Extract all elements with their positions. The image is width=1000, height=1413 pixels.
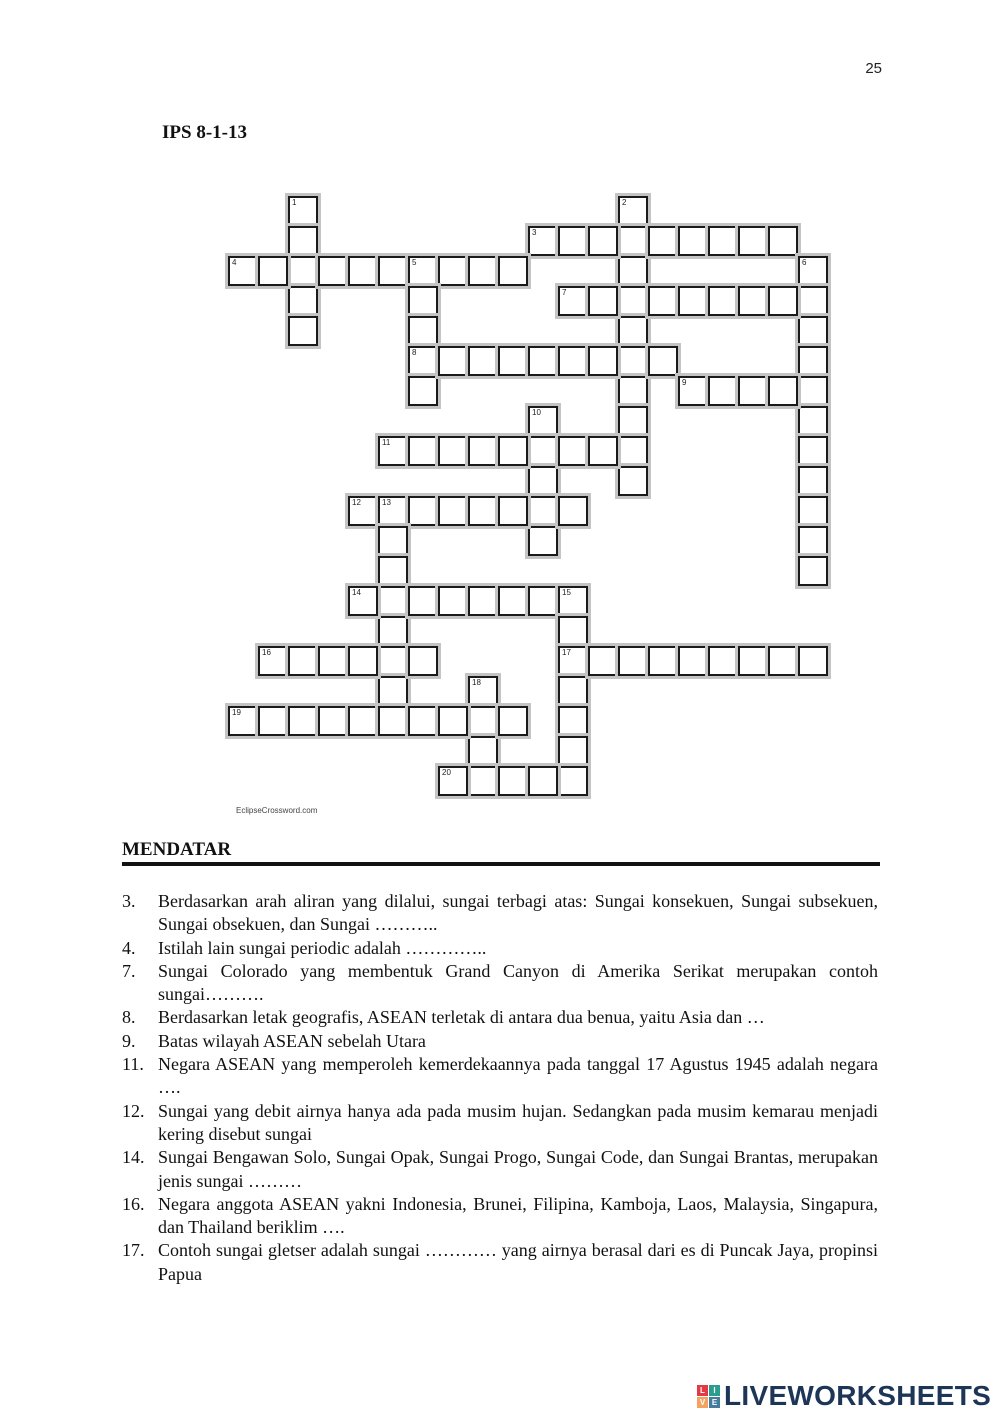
clue-list: [122, 890, 878, 1286]
crossword-cell-number: 10: [532, 408, 541, 417]
crossword-cell[interactable]: [348, 586, 378, 616]
crossword-cell[interactable]: [468, 256, 498, 286]
crossword-cell-number: 7: [562, 288, 567, 297]
crossword-cell[interactable]: [618, 376, 648, 406]
clue-text: Sungai yang debit airnya hanya ada pada musim hujan. Sedangkan pada musim kemarau menjadi kering disebut sungai: [158, 1100, 878, 1144]
clue-number: 3.: [122, 891, 136, 911]
crossword-cell-number: 8: [412, 348, 417, 357]
crossword-cell[interactable]: [288, 706, 318, 736]
crossword-cell[interactable]: [588, 646, 618, 676]
crossword-cell[interactable]: [288, 316, 318, 346]
clue-item: [122, 1053, 878, 1100]
crossword-cell[interactable]: [528, 526, 558, 556]
crossword-cell[interactable]: [558, 346, 588, 376]
crossword-cell[interactable]: [708, 286, 738, 316]
crossword-cell[interactable]: [798, 376, 828, 406]
crossword-credit: EclipseCrossword.com: [236, 806, 318, 815]
crossword-cell-number: 4: [232, 258, 237, 267]
clue-number: 16.: [122, 1193, 145, 1214]
crossword-cell[interactable]: [678, 646, 708, 676]
crossword-cell[interactable]: [378, 706, 408, 736]
crossword-cell[interactable]: [468, 496, 498, 526]
crossword-cell[interactable]: [738, 286, 768, 316]
crossword-cell[interactable]: [528, 436, 558, 466]
crossword-cell-number: 5: [412, 258, 417, 267]
crossword-cell[interactable]: [408, 346, 438, 376]
crossword-cell[interactable]: [528, 586, 558, 616]
clue-item: [122, 890, 878, 937]
clue-number: 7.: [122, 960, 136, 981]
crossword-cell-number: 15: [562, 588, 571, 597]
clue-number: 14.: [122, 1147, 145, 1168]
crossword-cell-number: 17: [562, 648, 571, 657]
clue-item: [122, 1100, 878, 1147]
clue-item: [122, 1146, 878, 1193]
crossword-cell[interactable]: [798, 406, 828, 436]
crossword-cell[interactable]: [438, 706, 468, 736]
crossword-cell[interactable]: [618, 406, 648, 436]
crossword-cell-number: 14: [352, 588, 361, 597]
crossword-cell-number: 9: [682, 378, 687, 387]
crossword-cell[interactable]: [558, 616, 588, 646]
liveworksheets-mark-icon: [697, 1385, 720, 1408]
crossword-cell[interactable]: [438, 256, 468, 286]
crossword-cell[interactable]: [378, 526, 408, 556]
brand-mark-letter: V: [697, 1397, 708, 1408]
crossword-cell[interactable]: [768, 286, 798, 316]
crossword-cell-number: 16: [262, 648, 271, 657]
crossword-cell[interactable]: [648, 286, 678, 316]
crossword-cell[interactable]: [438, 586, 468, 616]
crossword-cell[interactable]: [768, 376, 798, 406]
crossword-cell[interactable]: [438, 346, 468, 376]
crossword-cell[interactable]: [678, 376, 708, 406]
crossword-cell[interactable]: [378, 586, 408, 616]
crossword-cell[interactable]: [498, 766, 528, 796]
clue-text: Negara ASEAN yang memperoleh kemerdekaannya pada tanggal 17 Agustus 1945 adalah negara ….: [158, 1054, 878, 1098]
crossword-cell[interactable]: [468, 736, 498, 766]
crossword-cell[interactable]: [708, 376, 738, 406]
crossword-cell[interactable]: [408, 706, 438, 736]
clue-number: 12.: [122, 1100, 145, 1121]
crossword-cell[interactable]: [408, 496, 438, 526]
crossword-cell[interactable]: [408, 316, 438, 346]
crossword-cell[interactable]: [798, 286, 828, 316]
crossword-cell[interactable]: [318, 646, 348, 676]
clue-text: Negara anggota ASEAN yakni Indonesia, Brunei, Filipina, Kamboja, Laos, Malaysia, Singapura, dan Thailand beriklim ….: [158, 1193, 878, 1238]
crossword-cell[interactable]: [558, 706, 588, 736]
crossword-cell-number: 19: [232, 708, 241, 717]
crossword-cell[interactable]: [798, 556, 828, 586]
liveworksheets-logo: [697, 1379, 991, 1413]
crossword-cell[interactable]: [618, 316, 648, 346]
crossword-cell-number: 13: [382, 498, 391, 507]
crossword-cell[interactable]: [798, 646, 828, 676]
crossword-cell[interactable]: [528, 346, 558, 376]
crossword-cell[interactable]: [618, 256, 648, 286]
crossword-cell[interactable]: [528, 406, 558, 436]
crossword-cell[interactable]: [498, 706, 528, 736]
clue-number: 17.: [122, 1240, 145, 1261]
crossword-cell[interactable]: [288, 196, 318, 226]
crossword-cell[interactable]: [288, 646, 318, 676]
crossword-cell[interactable]: [798, 466, 828, 496]
crossword-cell[interactable]: [288, 256, 318, 286]
clue-item: [122, 960, 878, 1007]
clue-text: Contoh sungai gletser adalah sungai ………… yang airnya berasal dari es di Puncak Jaya, propinsi Papua: [158, 1240, 878, 1284]
clue-item: [122, 1193, 878, 1240]
crossword-cell[interactable]: [528, 766, 558, 796]
crossword-cell[interactable]: [558, 586, 588, 616]
crossword-cell[interactable]: [438, 766, 468, 796]
crossword-cell[interactable]: [468, 676, 498, 706]
clue-number: 4.: [122, 937, 136, 958]
crossword-cell[interactable]: [258, 706, 288, 736]
clue-text: Sungai Colorado yang membentuk Grand Canyon di Amerika Serikat merupakan contoh sungai……….: [158, 960, 878, 1005]
crossword-cell[interactable]: [558, 436, 588, 466]
crossword-cell[interactable]: [258, 256, 288, 286]
crossword-cell[interactable]: [288, 286, 318, 316]
crossword-cell[interactable]: [768, 226, 798, 256]
brand-mark-letter: L: [697, 1385, 708, 1396]
crossword-cell[interactable]: [708, 646, 738, 676]
crossword-cell[interactable]: [498, 586, 528, 616]
clue-item: [122, 1030, 878, 1053]
crossword-cell[interactable]: [678, 286, 708, 316]
crossword-cell[interactable]: [708, 226, 738, 256]
crossword-cell[interactable]: [498, 436, 528, 466]
crossword-cell[interactable]: [498, 256, 528, 286]
crossword-cell[interactable]: [468, 586, 498, 616]
crossword-cell[interactable]: [528, 496, 558, 526]
crossword-cell[interactable]: [528, 226, 558, 256]
crossword-cell[interactable]: [558, 286, 588, 316]
crossword-cell[interactable]: [768, 646, 798, 676]
crossword-cell[interactable]: [618, 226, 648, 256]
crossword-cell[interactable]: [408, 646, 438, 676]
clue-number: 9.: [122, 1030, 136, 1051]
crossword-cell[interactable]: [558, 736, 588, 766]
crossword-cell[interactable]: [648, 646, 678, 676]
crossword-cell[interactable]: [258, 646, 288, 676]
crossword-cell[interactable]: [498, 496, 528, 526]
crossword-cell[interactable]: [588, 346, 618, 376]
brand-mark-letter: I: [709, 1385, 720, 1396]
crossword-cell[interactable]: [558, 226, 588, 256]
crossword-cell[interactable]: [438, 496, 468, 526]
crossword-cell[interactable]: [558, 766, 588, 796]
crossword-cell-number: 3: [532, 228, 537, 237]
crossword-cell[interactable]: [468, 706, 498, 736]
crossword-cell[interactable]: [588, 226, 618, 256]
crossword-cell-number: 11: [382, 438, 391, 447]
clue-text: Berdasarkan arah aliran yang dilalui, sungai terbagi atas: Sungai konsekuen, Sungai subsekuen, Sungai obsekuen, dan Sungai ………..: [158, 891, 878, 935]
crossword-cell[interactable]: [408, 586, 438, 616]
crossword-cell[interactable]: [378, 496, 408, 526]
crossword-cell[interactable]: [738, 376, 768, 406]
crossword-cell[interactable]: [798, 496, 828, 526]
crossword-cell[interactable]: [438, 436, 468, 466]
crossword-cell[interactable]: [798, 526, 828, 556]
crossword-cell[interactable]: [408, 256, 438, 286]
clue-number: 8.: [122, 1007, 136, 1028]
section-divider: [122, 862, 880, 866]
crossword-cell[interactable]: [288, 226, 318, 256]
brand-mark-letter: E: [709, 1397, 720, 1408]
crossword-cell-number: 12: [352, 498, 361, 507]
crossword-cell[interactable]: [408, 376, 438, 406]
crossword-cell[interactable]: [498, 346, 528, 376]
crossword-cell-number: 1: [292, 198, 297, 207]
clue-text: Istilah lain sungai periodic adalah …………..: [158, 937, 487, 958]
clue-text: Berdasarkan letak geografis, ASEAN terletak di antara dua benua, yaitu Asia dan …: [158, 1007, 765, 1028]
crossword-cell[interactable]: [228, 706, 258, 736]
clue-item: [122, 1006, 878, 1029]
crossword-cell[interactable]: [408, 286, 438, 316]
worksheet-title: IPS 8-1-13: [162, 122, 247, 143]
crossword-cell[interactable]: [378, 616, 408, 646]
crossword-cell[interactable]: [528, 466, 558, 496]
crossword-cell[interactable]: [588, 436, 618, 466]
crossword-cell[interactable]: [468, 436, 498, 466]
crossword-cell[interactable]: [798, 436, 828, 466]
crossword-cell[interactable]: [558, 496, 588, 526]
clue-text: Sungai Bengawan Solo, Sungai Opak, Sungai Progo, Sungai Code, dan Sungai Brantas, merupakan jenis sungai ………: [158, 1147, 878, 1191]
crossword-cell[interactable]: [798, 346, 828, 376]
crossword-cell-number: 2: [622, 198, 627, 207]
crossword-cell[interactable]: [618, 346, 648, 376]
crossword-cell[interactable]: [558, 676, 588, 706]
crossword-cell-number: 6: [802, 258, 807, 267]
crossword-cell-number: 20: [442, 768, 451, 777]
crossword-cell[interactable]: [378, 256, 408, 286]
crossword-cell[interactable]: [618, 436, 648, 466]
crossword-cell[interactable]: [618, 466, 648, 496]
crossword-cell[interactable]: [588, 286, 618, 316]
page-number: 25: [865, 60, 882, 77]
crossword-cell[interactable]: [348, 256, 378, 286]
clue-text: Batas wilayah ASEAN sebelah Utara: [158, 1030, 426, 1051]
crossword-cell-number: 18: [472, 678, 481, 687]
crossword-cell[interactable]: [648, 346, 678, 376]
clue-item: [122, 937, 878, 960]
crossword-cell[interactable]: [348, 646, 378, 676]
crossword-cell[interactable]: [378, 646, 408, 676]
crossword-cell[interactable]: [618, 196, 648, 226]
crossword-cell[interactable]: [618, 286, 648, 316]
crossword-cell[interactable]: [408, 436, 438, 466]
brand-name: LIVEWORKSHEETS: [724, 1380, 992, 1411]
crossword-cell[interactable]: [468, 346, 498, 376]
crossword-cell[interactable]: [558, 646, 588, 676]
crossword-cell[interactable]: [798, 256, 828, 286]
crossword-cell[interactable]: [228, 256, 258, 286]
crossword-cell[interactable]: [738, 226, 768, 256]
crossword-cell[interactable]: [378, 676, 408, 706]
clue-item: [122, 1239, 878, 1286]
crossword-cell[interactable]: [738, 646, 768, 676]
crossword-cell[interactable]: [378, 556, 408, 586]
crossword-cell[interactable]: [318, 706, 348, 736]
crossword-cell[interactable]: [618, 646, 648, 676]
crossword-cell[interactable]: [648, 226, 678, 256]
crossword-cell[interactable]: [348, 706, 378, 736]
crossword-cell[interactable]: [348, 496, 378, 526]
crossword-cell[interactable]: [798, 316, 828, 346]
clue-number: 11.: [122, 1054, 144, 1075]
crossword-cell[interactable]: [318, 256, 348, 286]
crossword-cell[interactable]: [678, 226, 708, 256]
section-heading-mendatar: MENDATAR: [122, 839, 232, 860]
crossword-cell[interactable]: [468, 766, 498, 796]
crossword-cell[interactable]: [378, 436, 408, 466]
